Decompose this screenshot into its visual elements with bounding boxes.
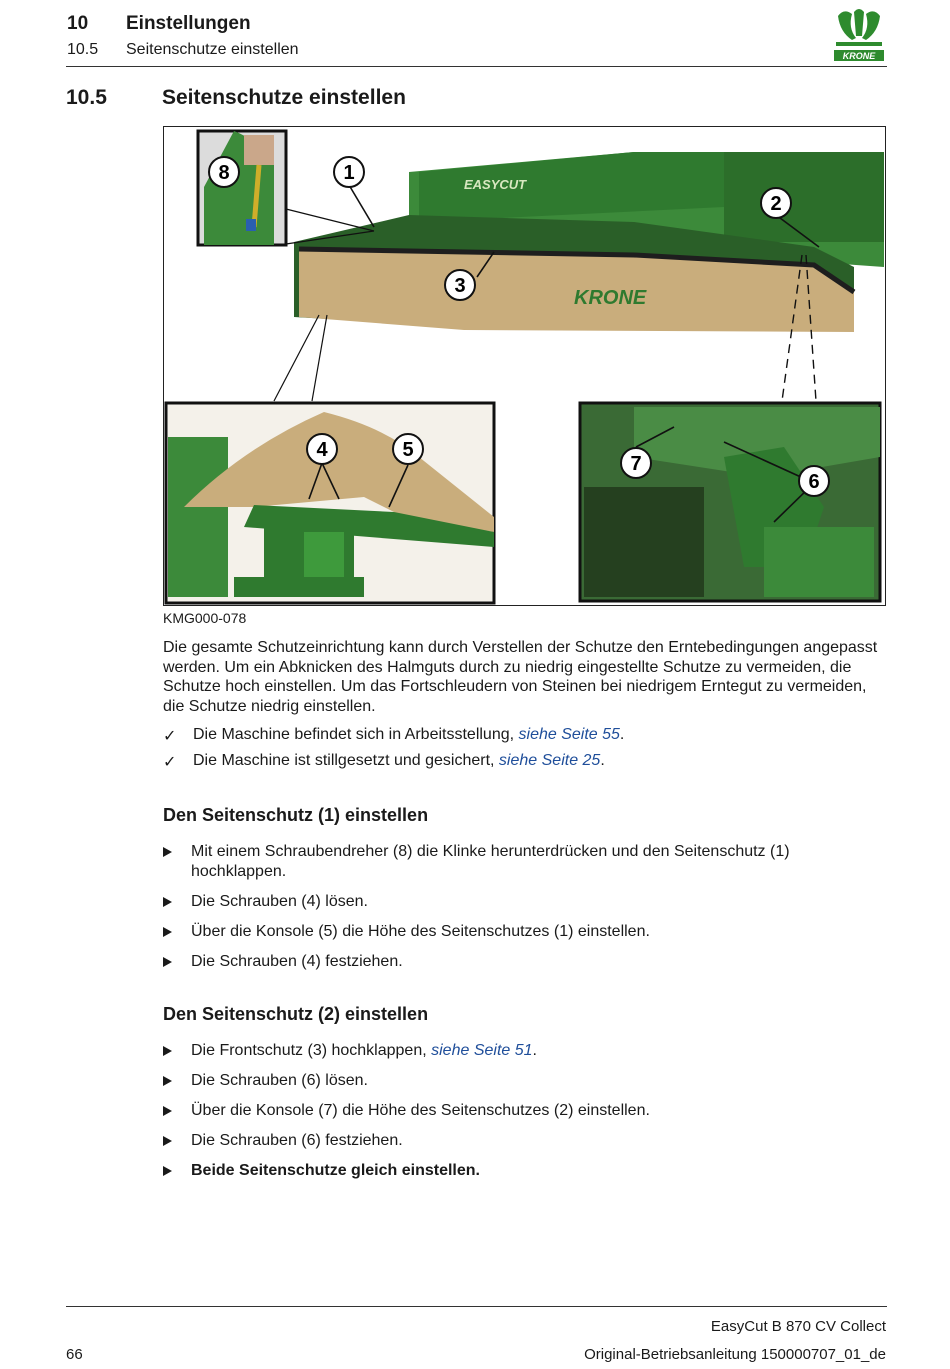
subsection-title-1: Den Seitenschutz (1) einstellen <box>163 805 429 825</box>
machine-illustration <box>164 127 886 606</box>
arrow-bullet-icon <box>163 957 172 967</box>
step-item <box>163 952 863 972</box>
footer-product: EasyCut B 870 CV Collect <box>710 1318 886 1335</box>
prerequisite-text: Die Maschine befindet sich in Arbeitsstellung, <box>193 726 519 743</box>
step-item <box>163 1041 863 1061</box>
step-item <box>163 842 863 882</box>
callout-1: 1 <box>343 162 355 184</box>
step-text: Die Schrauben (6) festziehen. <box>191 1132 403 1149</box>
arrow-bullet-icon <box>163 1046 172 1056</box>
callout-8: 8 <box>218 162 230 184</box>
step-text: Die Schrauben (4) festziehen. <box>191 953 403 970</box>
chapter-title: Einstellungen <box>126 13 251 34</box>
checkmark-icon: ✓ <box>163 728 177 745</box>
page-link[interactable]: siehe Seite 55 <box>518 726 620 743</box>
chapter-number: 10 <box>67 13 89 34</box>
arrow-bullet-icon <box>163 1136 172 1146</box>
section-title: Seitenschutze einstellen <box>162 86 406 109</box>
logo-wordmark: KRONE <box>842 51 876 61</box>
prerequisite-text: Die Maschine ist stillgesetzt und gesichert, <box>193 752 499 769</box>
arrow-bullet-icon <box>163 927 172 937</box>
header-section-title: Seitenschutze einstellen <box>126 41 299 58</box>
arrow-bullet-icon <box>163 1106 172 1116</box>
krone-logo-icon <box>830 6 888 64</box>
step-text: Die Schrauben (4) lösen. <box>191 893 368 910</box>
footer-document: Original-Betriebsanleitung 150000707_01_de <box>584 1346 886 1363</box>
callout-5: 5 <box>402 439 414 461</box>
step-item <box>163 892 863 912</box>
prerequisite-end: . <box>619 726 625 743</box>
page-link[interactable]: siehe Seite 25 <box>498 752 601 769</box>
prerequisite-end: . <box>600 752 605 769</box>
step-text: Mit einem Schraubendreher (8) die Klinke herunterdrücken und den Seitenschutz (1) hochklappen. <box>191 843 790 880</box>
page-number: 66 <box>66 1346 83 1363</box>
step-text: Die Schrauben (6) lösen. <box>191 1072 368 1089</box>
arrow-bullet-icon <box>163 1166 172 1176</box>
callout-6: 6 <box>808 471 820 493</box>
step-item <box>163 1071 863 1091</box>
step-item <box>163 1101 863 1121</box>
machine-figure <box>163 126 886 606</box>
figure-brand-text: KRONE <box>574 287 647 309</box>
intro-paragraph: Die gesamte Schutzeinrichtung kann durch Verstellen der Schutze den Erntebedingungen angepasst werden. Um ein Abknicken des Halmguts durch zu niedrig eingestellte Schutze zu vermeiden, die Schutze hoch einstellen. Um das Fortschleudern von Steinen bei niedrigem Erntegut zu vermeiden, die Schutze niedrig einstellen. <box>163 639 878 715</box>
subsection-title-2: Den Seitenschutz (2) einstellen <box>163 1004 429 1024</box>
arrow-bullet-icon <box>163 1076 172 1086</box>
header-divider <box>66 66 887 67</box>
step-text: Über die Konsole (7) die Höhe des Seitenschutzes (2) einstellen. <box>191 1102 650 1119</box>
callout-3: 3 <box>454 275 466 297</box>
callout-2: 2 <box>770 193 782 215</box>
checkmark-icon: ✓ <box>163 754 177 771</box>
page-link[interactable]: siehe Seite 51 <box>431 1042 533 1059</box>
arrow-bullet-icon <box>163 847 172 857</box>
step-text: Über die Konsole (5) die Höhe des Seitenschutzes (1) einstellen. <box>191 923 650 940</box>
step-end: . <box>532 1042 537 1059</box>
step-item <box>163 1161 863 1181</box>
step-text: Die Frontschutz (3) hochklappen, <box>191 1042 432 1059</box>
figure-id: KMG000-078 <box>163 610 247 626</box>
step-item <box>163 1131 863 1151</box>
arrow-bullet-icon <box>163 897 172 907</box>
final-step-text: Beide Seitenschutze gleich einstellen. <box>191 1162 480 1179</box>
callout-7: 7 <box>630 453 642 475</box>
step-item <box>163 922 863 942</box>
section-number: 10.5 <box>66 86 107 109</box>
header-section-number: 10.5 <box>67 41 99 58</box>
footer-divider <box>66 1306 887 1307</box>
callout-4: 4 <box>316 439 328 461</box>
figure-machine-text: EASYCUT <box>464 177 527 192</box>
